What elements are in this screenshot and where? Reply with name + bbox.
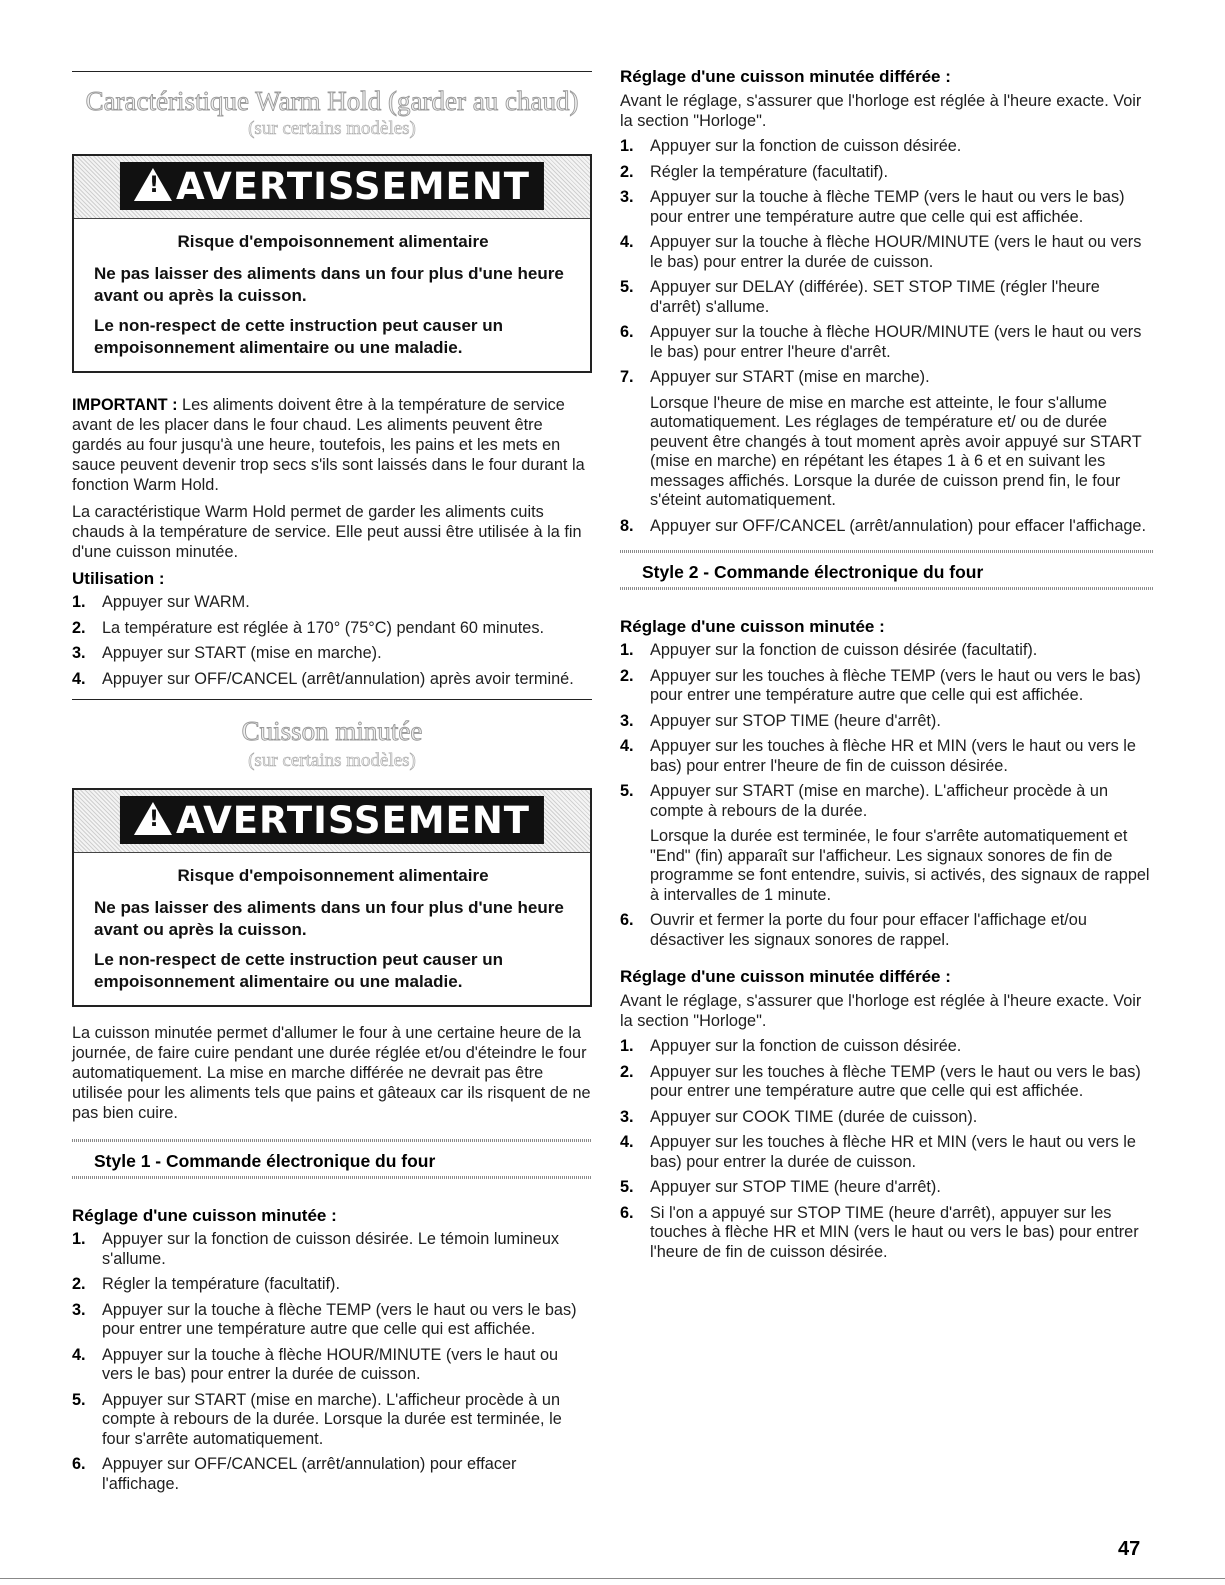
step-number: 1. [620,1037,634,1055]
step-number: 5. [620,782,634,800]
step-number: 4. [620,737,634,755]
warm-hold-subtitle: (sur certains modèles) [248,118,416,139]
step-text: Appuyer sur START (mise en marche). [650,368,930,386]
warning-line: Le non-respect de cette instruction peut causer un empoisonnement alimentaire ou une maladie. [94,950,504,991]
warning-triangle-icon [134,802,172,835]
step-number: 2. [72,618,86,637]
warning-banner [120,162,544,210]
style2-delayed-steps [620,1037,1153,1262]
step-text: Appuyer sur la touche à flèche HOUR/MINUTE (vers le haut ou vers le bas) pour entrer la durée de cuisson. [650,233,1142,271]
style1-timed-heading: Réglage d'une cuisson minutée : [72,1206,337,1225]
step-text: Régler la température (facultatif). [102,1275,340,1293]
warning-line: Le non-respect de cette instruction peut causer un empoisonnement alimentaire ou une maladie. [94,316,504,357]
warning-header [74,156,590,219]
step-number: 6. [620,1203,634,1222]
step-number: 3. [620,711,634,730]
step-number: 8. [620,516,634,535]
step-item [620,1063,1153,1102]
step-note: Lorsque l'heure de mise en marche est atteinte, le four s'allume automatiquement. Les réglages de température et/ ou de durée peuvent être changés à tout moment après avoir appuyé sur START (mise en marche) en répétant les étapes 1 à 6 et en suivant les messages affichés. Lorsque la durée de cuisson prend fin, le four s'éteint automatiquement. [650,393,1142,509]
warm-hold-title: Caractéristique Warm Hold (garder au chaud) [85,86,579,116]
step-item [72,593,592,613]
step-number: 6. [620,323,634,341]
style1-title: Style 1 - Commande électronique du four [94,1151,436,1171]
step-number: 6. [620,911,634,929]
right-column [620,0,1153,1268]
step-item [620,712,1153,732]
step-item [620,323,1153,362]
step-number: 5. [620,1178,634,1196]
step-number: 6. [72,1455,86,1473]
step-text: Appuyer sur la fonction de cuisson désirée. [650,1037,962,1055]
step-text: Appuyer sur START (mise en marche). [102,644,382,662]
style2-timed-steps [620,641,1153,950]
step-item [72,670,592,690]
step-number: 3. [620,1107,634,1126]
step-item [72,644,592,664]
step-text: Régler la température (facultatif). [650,162,888,181]
step-number: 5. [620,278,634,296]
step-item [620,233,1153,272]
page-bottom-rule [0,1578,1225,1579]
step-number: 3. [72,644,86,662]
step-item [72,619,592,639]
step-number: 4. [620,233,634,251]
timed-cooking-intro: La cuisson minutée permet d'allumer le four à une certaine heure de la journée, de faire cuire pendant une durée réglée et/ou d'éteindre le four automatiquement. La mise en marche différée ne devrait pas être utilisée pour les aliments tels que pains et gâteaux car ils risquent de ne pas bien cuire. [72,1024,591,1122]
important-paragraph [72,395,592,495]
step-text: Appuyer sur les touches à flèche HR et MIN (vers le haut ou vers le bas) pour entrer l'heure de fin de cuisson désirée. [650,737,1136,775]
step-number: 3. [620,188,634,206]
step-text: La température est réglée à 170° (75°C) pendant 60 minutes. [102,618,545,637]
step-number: 4. [72,669,86,688]
step-text: Appuyer sur la touche à flèche TEMP (vers le haut ou vers le bas) pour entrer une température autre que celle qui est affichée. [650,188,1125,226]
step-number: 7. [620,368,634,386]
step-item [620,737,1153,776]
step-number: 3. [72,1300,86,1319]
step-number: 5. [72,1390,86,1409]
step-item [72,1455,592,1494]
step-item [620,1133,1153,1172]
style1-delayed-steps [620,137,1153,536]
step-item [620,278,1153,317]
style2-delayed-heading: Réglage d'une cuisson minutée différée : [620,967,951,986]
step-item [620,137,1153,157]
left-column [72,0,592,1500]
timed-cooking-subtitle: (sur certains modèles) [248,750,416,771]
step-text: Appuyer sur START (mise en marche). L'afficheur procède à un compte à rebours de la durée. Lorsque la durée est terminée, le four s'arrête automatiquement. [102,1390,562,1448]
step-text: Appuyer sur STOP TIME (heure d'arrêt). [650,1178,941,1196]
warning-line: Ne pas laisser des aliments dans un four plus d'une heure avant ou après la cuisson. [94,264,564,305]
step-item [620,1178,1153,1198]
style2-delayed-intro: Avant le réglage, s'assurer que l'horloge est réglée à l'heure exacte. Voir la section "Horloge". [620,992,1142,1030]
step-number: 2. [620,162,634,181]
warning-header [74,790,590,853]
step-text: Appuyer sur OFF/CANCEL (arrêt/annulation) pour effacer l'affichage. [102,1455,517,1493]
timed-cooking-title: Cuisson minutée [241,716,423,746]
usage-heading: Utilisation : [72,569,165,588]
important-label: IMPORTANT : [72,396,178,414]
step-text: Appuyer sur COOK TIME (durée de cuisson). [650,1107,978,1126]
section-rule [72,699,592,700]
style1-timed-steps [72,1230,592,1494]
step-item [72,1230,592,1269]
style2-timed-heading: Réglage d'une cuisson minutée : [620,617,885,636]
step-number: 1. [620,137,634,155]
style1-delayed-heading: Réglage d'une cuisson minutée différée : [620,67,951,86]
step-text: Appuyer sur la fonction de cuisson désirée. [650,137,962,155]
style1-band [72,1135,592,1183]
step-item [620,368,1153,511]
step-text: Appuyer sur WARM. [102,593,250,611]
warning-triangle-icon [134,168,172,201]
warning-box [72,788,592,1007]
step-number: 2. [620,666,634,685]
step-text: Si l'on a appuyé sur STOP TIME (heure d'arrêt), appuyer sur les touches à flèche HR et MIN (vers le haut ou vers le bas) pour entrer l'heure de fin de cuisson désirée. [650,1203,1139,1261]
step-number: 1. [620,641,634,659]
step-item [620,163,1153,183]
warning-banner [120,796,544,844]
step-item [620,1108,1153,1128]
step-item [620,641,1153,661]
step-text: Ouvrir et fermer la porte du four pour effacer l'affichage et/ou désactiver les signaux sonores de rappel. [650,911,1087,949]
step-item [620,188,1153,227]
warning-risk: Risque d'empoisonnement alimentaire [177,232,489,251]
step-number: 4. [620,1133,634,1151]
style2-band [620,546,1153,594]
step-item [620,1204,1153,1263]
step-text: Appuyer sur la touche à flèche TEMP (vers le haut ou vers le bas) pour entrer une température autre que celle qui est affichée. [102,1300,577,1338]
step-text: Appuyer sur OFF/CANCEL (arrêt/annulation) pour effacer l'affichage. [650,516,1147,535]
step-number: 2. [620,1062,634,1081]
step-number: 1. [72,593,86,611]
warning-risk: Risque d'empoisonnement alimentaire [177,866,489,885]
step-text: Appuyer sur les touches à flèche TEMP (vers le haut ou vers le bas) pour entrer une température autre que celle qui est affichée. [650,1062,1141,1100]
step-item [72,1391,592,1450]
step-item [620,911,1153,950]
step-item [72,1346,592,1385]
step-text: Appuyer sur la fonction de cuisson désirée. Le témoin lumineux s'allume. [102,1230,560,1268]
step-item [72,1275,592,1295]
warning-box [72,154,592,373]
usage-steps [72,593,592,689]
warning-label: AVERTISSEMENT [175,164,531,208]
page-number: 47 [1118,1538,1141,1560]
step-item [620,782,1153,905]
step-number: 4. [72,1345,86,1364]
important-text: Les aliments doivent être à la température de service avant de les placer dans le four chaud. Les aliments peuvent être gardés au four jusqu'à une heure, toutefois, les pains et les mets en sauce peuvent devenir trop secs s'ils sont laissés dans le four durant la fonction Warm Hold. [72,396,585,494]
step-item [620,517,1153,537]
style1-delayed-intro: Avant le réglage, s'assurer que l'horloge est réglée à l'heure exacte. Voir la section "Horloge". [620,92,1142,130]
step-text: Appuyer sur START (mise en marche). L'afficheur procède à un compte à rebours de la durée. [650,782,1108,820]
warning-body [74,219,590,371]
step-item [620,667,1153,706]
step-text: Appuyer sur les touches à flèche HR et MIN (vers le haut ou vers le bas) pour entrer la durée de cuisson. [650,1133,1136,1171]
step-text: Appuyer sur STOP TIME (heure d'arrêt). [650,711,941,730]
step-text: Appuyer sur les touches à flèche TEMP (vers le haut ou vers le bas) pour entrer une température autre que celle qui est affichée. [650,666,1141,704]
step-number: 1. [72,1230,86,1248]
step-text: Appuyer sur la touche à flèche HOUR/MINUTE (vers le haut ou vers le bas) pour entrer l'heure d'arrêt. [650,323,1142,361]
warning-label: AVERTISSEMENT [175,798,531,842]
warning-body [74,853,590,1005]
step-text: Appuyer sur la touche à flèche HOUR/MINUTE (vers le haut ou vers le bas) pour entrer la durée de cuisson. [102,1345,559,1383]
step-text: Appuyer sur OFF/CANCEL (arrêt/annulation) après avoir terminé. [102,669,574,688]
step-item [72,1301,592,1340]
step-item [620,1037,1153,1057]
style2-title: Style 2 - Commande électronique du four [642,562,984,582]
step-number: 2. [72,1275,86,1293]
warm-hold-description: La caractéristique Warm Hold permet de garder les aliments cuits chauds à la température de service. Elle peut aussi être utilisée à la fin d'une cuisson minutée. [72,503,582,561]
step-note: Lorsque la durée est terminée, le four s'arrête automatiquement et "End" (fin) apparaît sur l'afficheur. Les signaux sonores de fin de programme se font entendre, suivis, si activés, des signaux de rappel à intervalles de 1 minute. [650,827,1150,904]
warning-line: Ne pas laisser des aliments dans un four plus d'une heure avant ou après la cuisson. [94,898,564,939]
section-rule [72,71,592,72]
step-text: Appuyer sur DELAY (différée). SET STOP TIME (régler l'heure d'arrêt) s'allume. [650,278,1100,316]
step-text: Appuyer sur la fonction de cuisson désirée (facultatif). [650,641,1038,659]
